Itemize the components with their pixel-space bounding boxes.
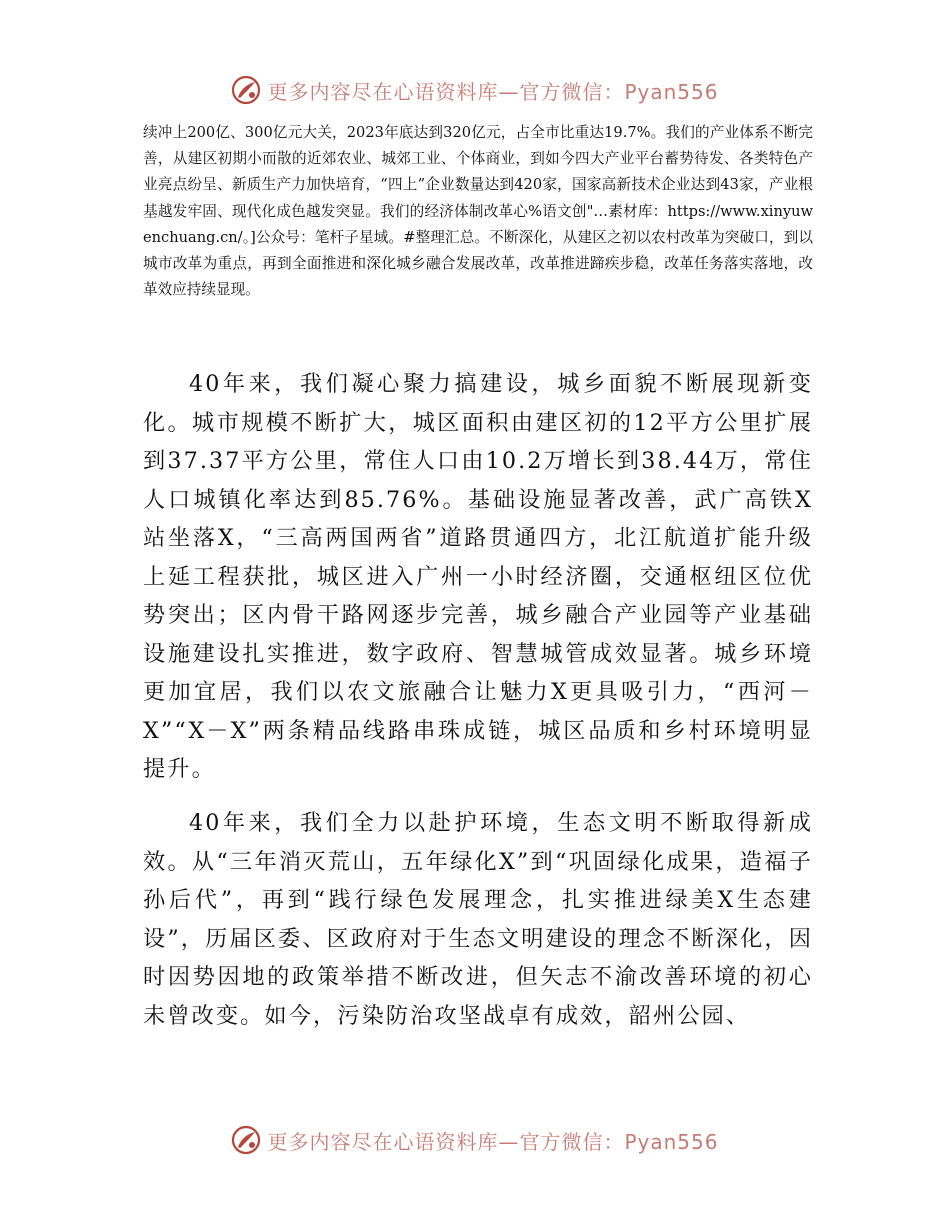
watermark-banner-top — [0, 70, 950, 110]
intro-paragraph: 续冲上200亿、300亿元大关，2023年底达到320亿元，占全市比重达19.7%。我们的产业体系不断完善，从建区初期小而散的近郊农业、城郊工业、个体商业，到如今四大产业平台蓄势待发、各类特色产业亮点纷呈、新质生产力加快培育，“四上”企业数量达到420家，国家高新技术企业达到43家，产业根基越发牢固、现代化成色越发突显。我们的经济体制改革心%语文创"…素材库：https://www.xinyuwenchuang.cn/。]公众号：笔杆子星域。#整理汇总。不断深化，从建区之初以农村改革为突破口，到以城市改革为重点，再到全面推进和深化城乡融合发展改革，改革推进蹄疾步稳，改革任务落实落地，改革效应持续显现。 — [143, 124, 813, 299]
watermark-banner-bottom — [0, 1120, 950, 1160]
brand-logo-icon — [231, 75, 261, 105]
watermark-text: 更多内容尽在心语资料库—官方微信：Pyan556 — [267, 1129, 719, 1154]
construction-paragraph: 40年来，我们凝心聚力搞建设，城乡面貌不断展现新变化。城市规模不断扩大，城区面积由建区初的12平方公里扩展到37.37平方公里，常住人口由10.2万增长到38.44万，常住人口城镇化率达到85.76%。基础设施显著改善，武广高铁X站坐落X，“三高两国两省”道路贯通四方，北江航道扩能升级上延工程获批，城区进入广州一小时经济圈，交通枢纽区位优势突出；区内骨干路网逐步完善，城乡融合产业园等产业基础设施建设扎实推进，数字政府、智慧城管成效显著。城乡环境更加宜居，我们以农文旅融合让魅力X更具吸引力，“西河－X”“X－X”两条精品线路串珠成链，城区品质和乡村环境明显提升。 — [143, 371, 813, 782]
watermark-text: 更多内容尽在心语资料库—官方微信：Pyan556 — [267, 79, 719, 104]
environment-paragraph: 40年来，我们全力以赴护环境，生态文明不断取得新成效。从“三年消灭荒山，五年绿化X”到“巩固绿化成果，造福子孙后代”，再到“践行绿色发展理念，扎实推进绿美X生态建设”，历届区委、区政府对于生态文明建设的理念不断深化，因时因势因地的政策举措不断改进，但矢志不渝改善环境的初心未曾改变。如今，污染防治攻坚战卓有成效，韶州公园、 — [143, 810, 813, 1029]
brand-logo-icon — [231, 1125, 261, 1155]
